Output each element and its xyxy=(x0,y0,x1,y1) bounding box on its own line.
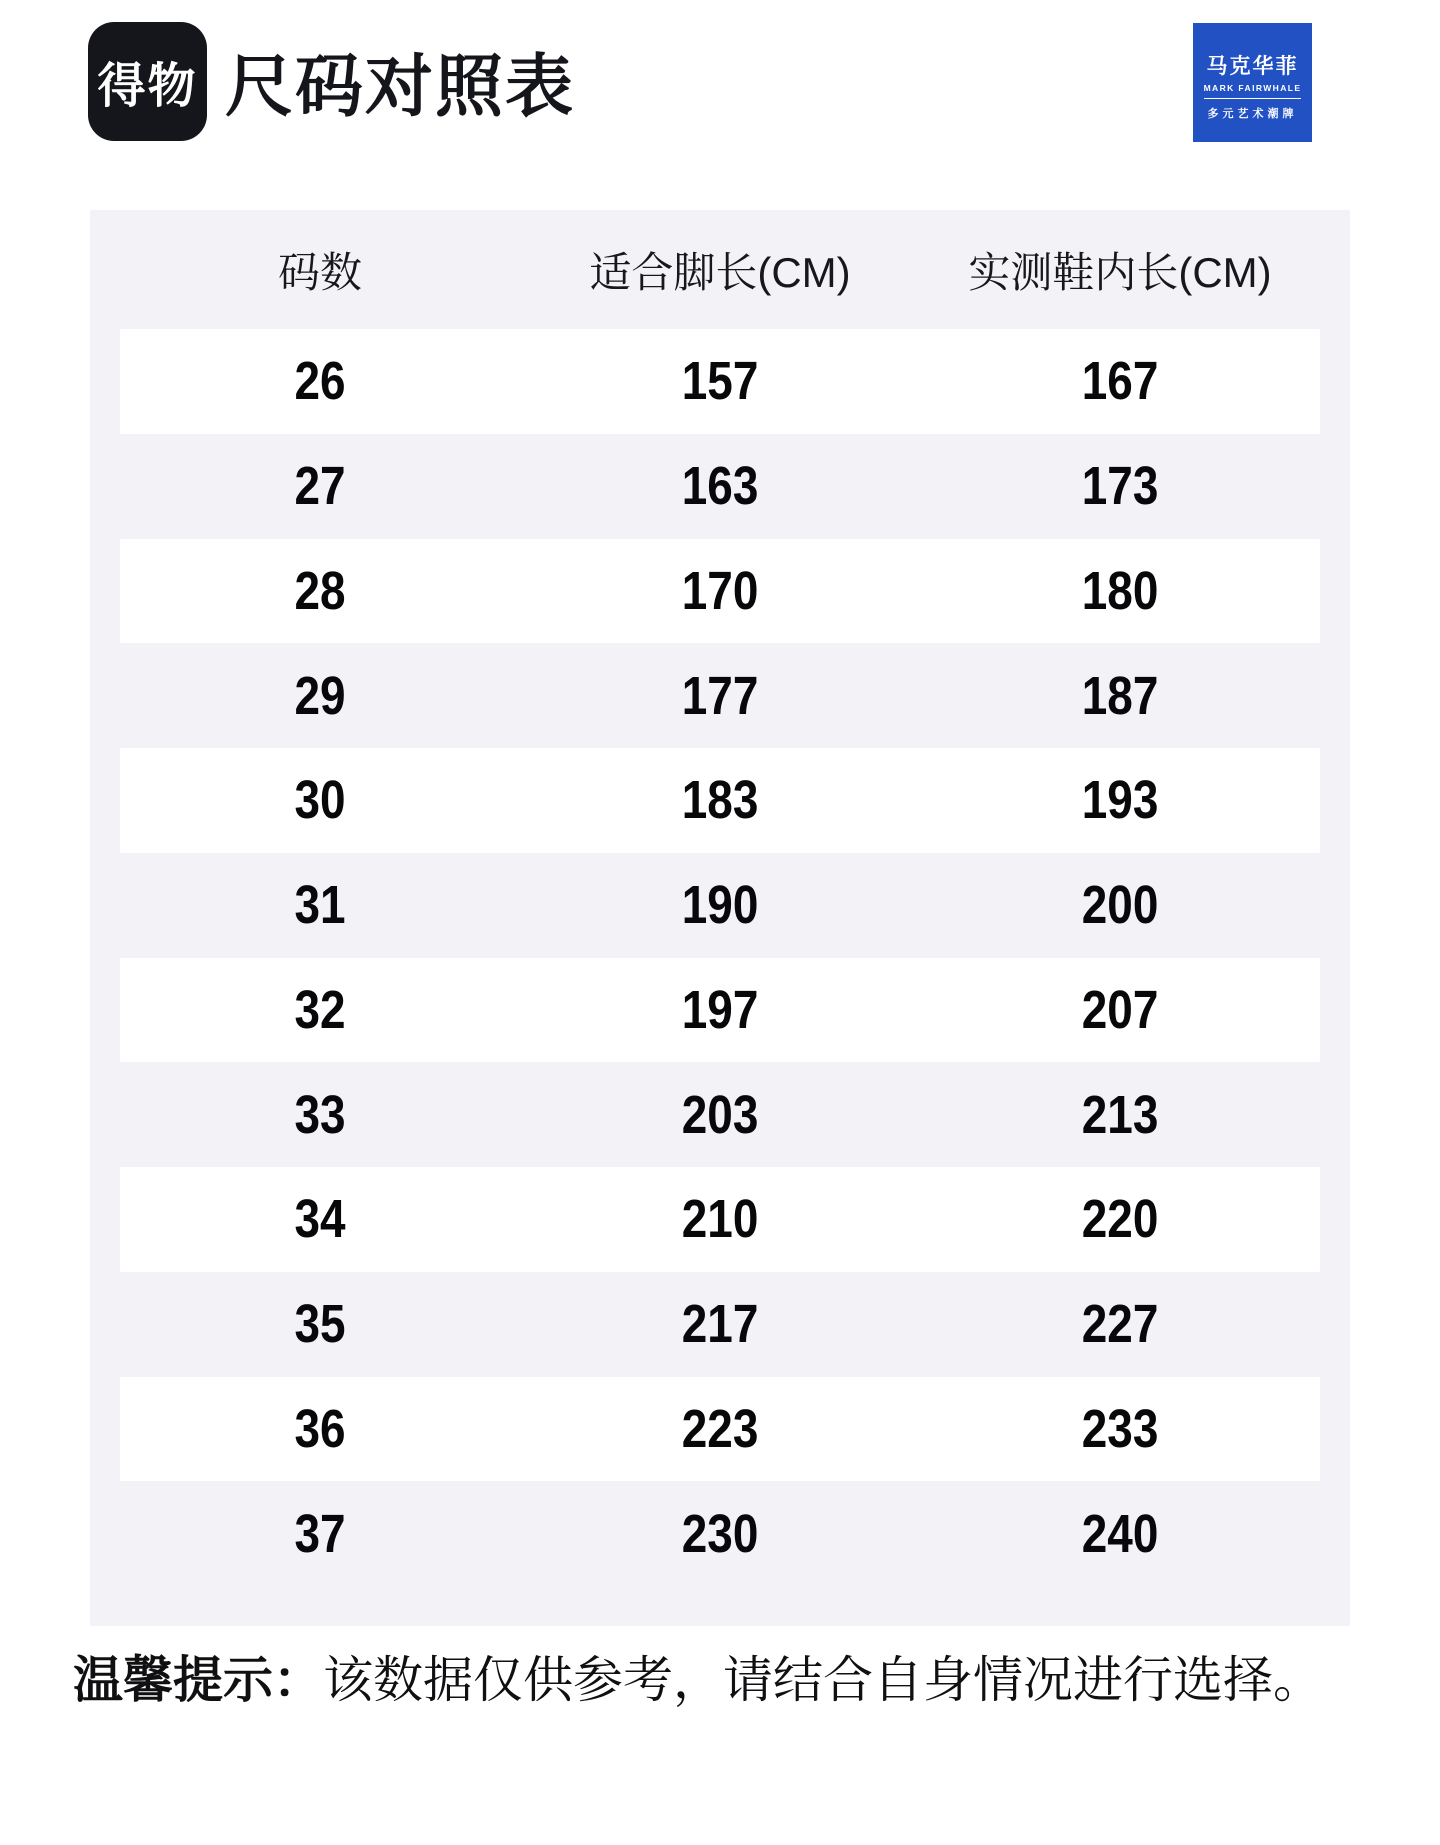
brand-tagline: 多元艺术潮牌 xyxy=(1207,108,1298,120)
cell-value: 220 xyxy=(1081,1189,1159,1250)
size-cell xyxy=(120,769,520,831)
foot-length-cell xyxy=(520,1084,920,1146)
cell-value: 37 xyxy=(294,1503,346,1564)
cell-value: 167 xyxy=(1081,351,1159,412)
dewu-logo xyxy=(88,22,207,141)
table-row xyxy=(120,853,1320,958)
cell-value: 233 xyxy=(1081,1398,1159,1459)
table-row xyxy=(120,1167,1320,1272)
cell-value: 203 xyxy=(681,1084,759,1145)
cell-value: 28 xyxy=(294,560,346,621)
cell-value: 197 xyxy=(681,979,759,1040)
footer-note-label: 温馨提示： xyxy=(73,1652,323,1708)
table-row xyxy=(120,1377,1320,1482)
table-body xyxy=(90,329,1350,1586)
cell-value: 230 xyxy=(681,1503,759,1564)
table-header-row xyxy=(120,210,1320,329)
cell-value: 27 xyxy=(294,456,346,517)
foot-length-cell xyxy=(520,560,920,622)
column-header-size: 码数 xyxy=(277,248,362,296)
cell-value: 187 xyxy=(1081,665,1159,726)
size-cell xyxy=(120,1503,520,1565)
cell-value: 163 xyxy=(681,456,759,517)
cell-value: 210 xyxy=(681,1189,759,1250)
cell-value: 170 xyxy=(681,560,759,621)
cell-value: 227 xyxy=(1081,1294,1159,1355)
foot-length-cell xyxy=(520,979,920,1041)
foot-length-cell xyxy=(520,1293,920,1355)
inner-length-cell xyxy=(920,1188,1320,1250)
inner-length-cell xyxy=(920,1293,1320,1355)
foot-length-cell xyxy=(520,665,920,727)
cell-value: 30 xyxy=(294,770,346,831)
cell-value: 213 xyxy=(1081,1084,1159,1145)
cell-value: 180 xyxy=(1081,560,1159,621)
table-row xyxy=(120,1481,1320,1586)
inner-length-cell xyxy=(920,455,1320,517)
cell-value: 223 xyxy=(681,1398,759,1459)
foot-length-cell xyxy=(520,1503,920,1565)
inner-length-cell xyxy=(920,1398,1320,1460)
inner-length-cell xyxy=(920,665,1320,727)
page-title: 尺码对照表 xyxy=(225,49,576,125)
footer-note-text: 该数据仅供参考，请结合自身情况进行选择。 xyxy=(323,1652,1323,1708)
inner-length-cell xyxy=(920,979,1320,1041)
foot-length-cell xyxy=(520,455,920,517)
inner-length-cell xyxy=(920,350,1320,412)
brand-name-en: MARK FAIRWHALE xyxy=(1204,83,1302,99)
foot-length-cell xyxy=(520,350,920,412)
brand-name-cn: 马克华菲 xyxy=(1206,55,1299,78)
size-cell xyxy=(120,560,520,622)
cell-value: 177 xyxy=(681,665,759,726)
table-row xyxy=(120,958,1320,1063)
table-row xyxy=(120,329,1320,434)
cell-value: 33 xyxy=(294,1084,346,1145)
size-cell xyxy=(120,455,520,517)
cell-value: 193 xyxy=(1081,770,1159,831)
table-row xyxy=(120,434,1320,539)
foot-length-cell xyxy=(520,1398,920,1460)
size-cell xyxy=(120,350,520,412)
cell-value: 157 xyxy=(681,351,759,412)
column-header-foot-length: 适合脚长(CM) xyxy=(589,248,851,296)
size-cell xyxy=(120,979,520,1041)
cell-value: 34 xyxy=(294,1189,346,1250)
inner-length-cell xyxy=(920,769,1320,831)
dewu-logo-text: 得物 xyxy=(97,60,198,113)
cell-value: 240 xyxy=(1081,1503,1159,1564)
table-row xyxy=(120,643,1320,748)
cell-value: 207 xyxy=(1081,979,1159,1040)
cell-value: 190 xyxy=(681,875,759,936)
cell-value: 183 xyxy=(681,770,759,831)
foot-length-cell xyxy=(520,874,920,936)
inner-length-cell xyxy=(920,1503,1320,1565)
size-cell xyxy=(120,874,520,936)
size-cell xyxy=(120,1188,520,1250)
cell-value: 29 xyxy=(294,665,346,726)
cell-value: 200 xyxy=(1081,875,1159,936)
cell-value: 36 xyxy=(294,1398,346,1459)
brand-badge xyxy=(1193,23,1312,142)
size-table-panel xyxy=(90,210,1350,1626)
cell-value: 217 xyxy=(681,1294,759,1355)
cell-value: 26 xyxy=(294,351,346,412)
cell-value: 32 xyxy=(294,979,346,1040)
cell-value: 31 xyxy=(294,875,346,936)
foot-length-cell xyxy=(520,1188,920,1250)
footer-note xyxy=(73,1640,1393,1712)
size-cell xyxy=(120,665,520,727)
table-row xyxy=(120,539,1320,644)
cell-value: 173 xyxy=(1081,456,1159,517)
table-row xyxy=(120,748,1320,853)
table-row xyxy=(120,1272,1320,1377)
inner-length-cell xyxy=(920,874,1320,936)
page-header xyxy=(88,22,575,141)
size-cell xyxy=(120,1084,520,1146)
size-cell xyxy=(120,1293,520,1355)
inner-length-cell xyxy=(920,560,1320,622)
inner-length-cell xyxy=(920,1084,1320,1146)
size-cell xyxy=(120,1398,520,1460)
foot-length-cell xyxy=(520,769,920,831)
cell-value: 35 xyxy=(294,1294,346,1355)
column-header-inner-length: 实测鞋内长(CM) xyxy=(968,248,1272,296)
table-row xyxy=(120,1062,1320,1167)
